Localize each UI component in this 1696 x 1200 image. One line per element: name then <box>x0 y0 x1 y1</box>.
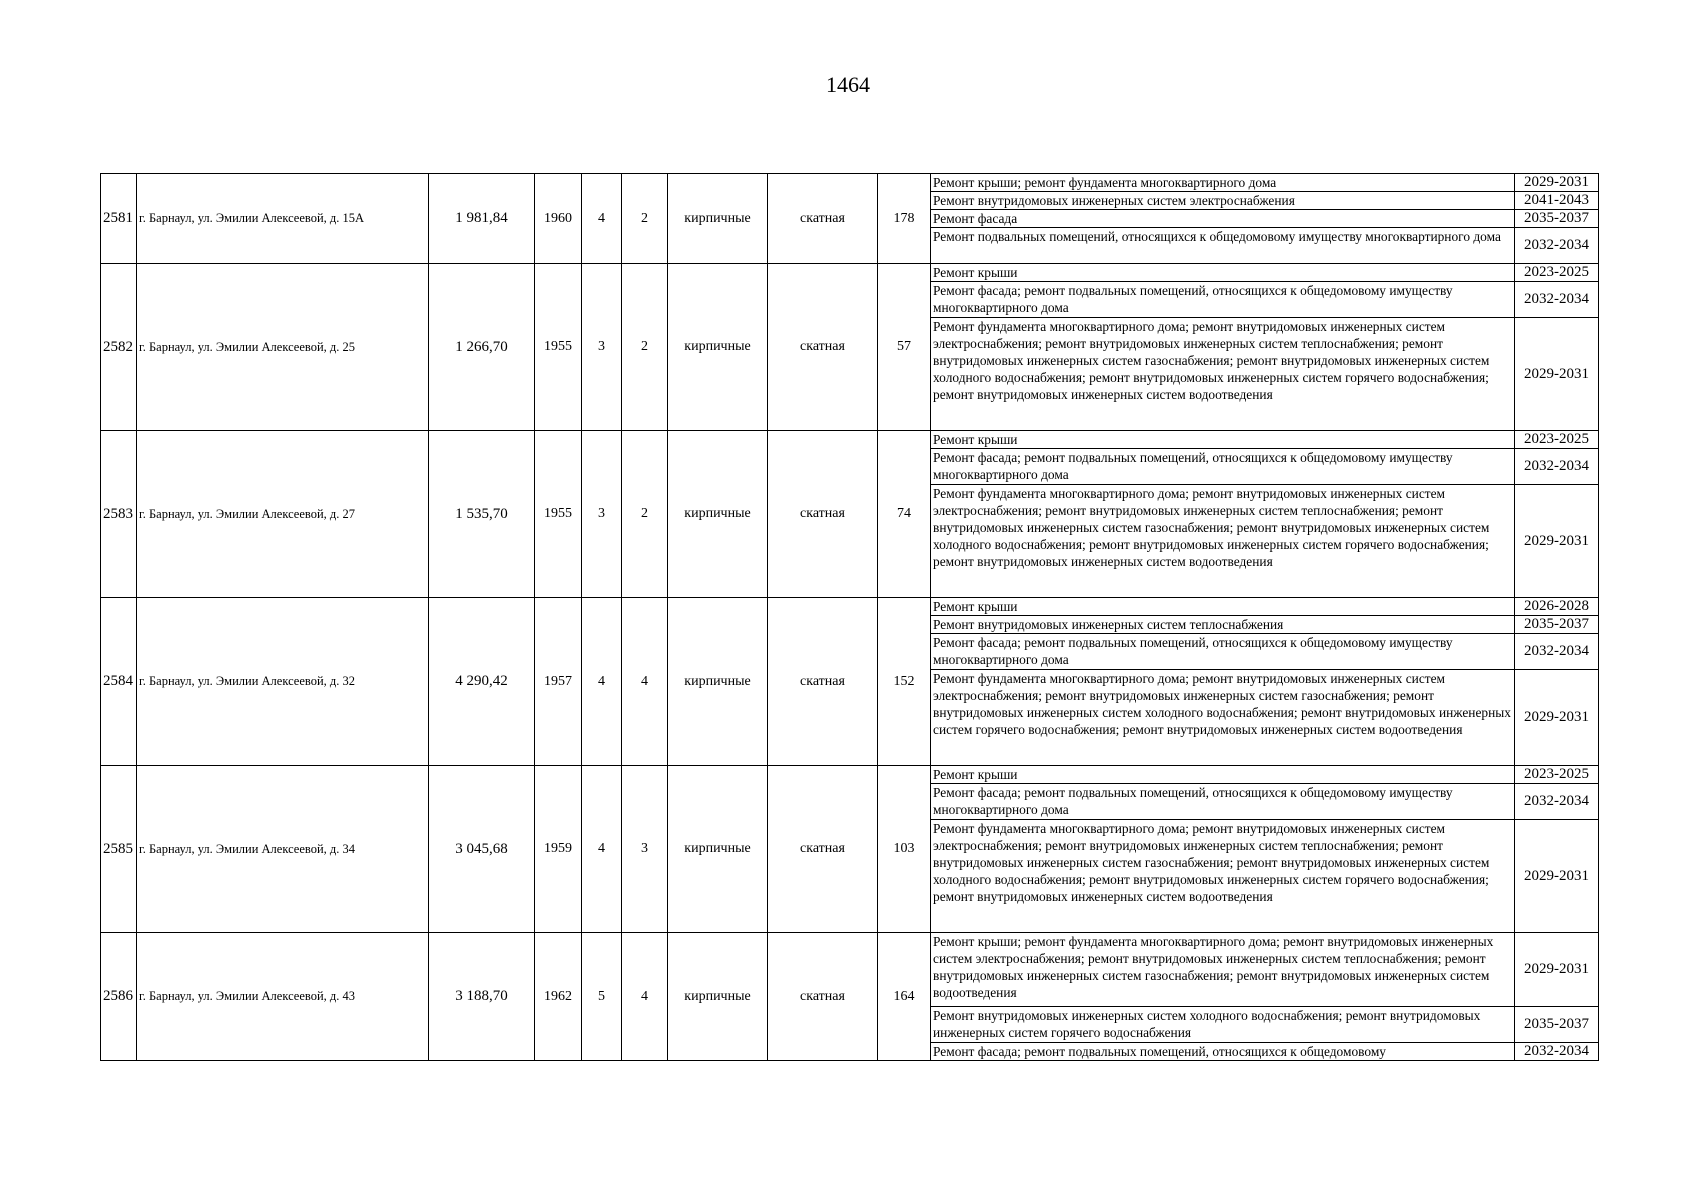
address: г. Барнаул, ул. Эмилии Алексеевой, д. 27 <box>137 431 429 598</box>
work-period: 2029-2031 <box>1515 820 1599 933</box>
work-period: 2032-2034 <box>1515 449 1599 485</box>
residents: 103 <box>878 766 931 933</box>
work-period: 2032-2034 <box>1515 228 1599 264</box>
work-description: Ремонт фасада; ремонт подвальных помещений, относящихся к общедомовому имуществу многоквартирного дома <box>931 784 1515 820</box>
work-description: Ремонт фасада; ремонт подвальных помещений, относящихся к общедомовому имуществу многоквартирного дома <box>931 449 1515 485</box>
floors: 4 <box>582 174 622 264</box>
roof-type: скатная <box>768 933 878 1061</box>
area: 4 290,42 <box>429 598 535 766</box>
wall-material: кирпичные <box>668 264 768 431</box>
entrances: 2 <box>622 431 668 598</box>
work-period: 2035-2037 <box>1515 616 1599 634</box>
entrances: 4 <box>622 598 668 766</box>
year: 1955 <box>535 264 582 431</box>
work-period: 2035-2037 <box>1515 1007 1599 1043</box>
area: 1 981,84 <box>429 174 535 264</box>
row-number: 2583 <box>101 431 137 598</box>
work-description: Ремонт крыши <box>931 766 1515 784</box>
table-row <box>101 933 1599 1007</box>
entrances: 4 <box>622 933 668 1061</box>
address: г. Барнаул, ул. Эмилии Алексеевой, д. 43 <box>137 933 429 1061</box>
entrances: 3 <box>622 766 668 933</box>
area: 3 188,70 <box>429 933 535 1061</box>
wall-material: кирпичные <box>668 174 768 264</box>
wall-material: кирпичные <box>668 933 768 1061</box>
work-period: 2023-2025 <box>1515 264 1599 282</box>
row-number: 2584 <box>101 598 137 766</box>
work-period: 2032-2034 <box>1515 1043 1599 1061</box>
residents: 178 <box>878 174 931 264</box>
work-description: Ремонт крыши; ремонт фундамента многоквартирного дома <box>931 174 1515 192</box>
page-number: 1464 <box>826 72 870 97</box>
year: 1959 <box>535 766 582 933</box>
table-row <box>101 264 1599 282</box>
address: г. Барнаул, ул. Эмилии Алексеевой, д. 15А <box>137 174 429 264</box>
floors: 4 <box>582 766 622 933</box>
work-description: Ремонт фундамента многоквартирного дома; ремонт внутридомовых инженерных систем электроснабжения; ремонт внутридомовых инженерных систем газоснабжения; ремонт внутридомовых инженерных систем холодного водоснабжения; ремонт внутридомовых инженерных систем горячего водоснабжения; ремонт внутридомовых инженерных систем водоотведения <box>931 670 1515 766</box>
work-description: Ремонт крыши <box>931 264 1515 282</box>
work-period: 2026-2028 <box>1515 598 1599 616</box>
work-description: Ремонт крыши; ремонт фундамента многоквартирного дома; ремонт внутридомовых инженерных систем электроснабжения; ремонт внутридомовых инженерных систем теплоснабжения; ремонт внутридомовых инженерных систем газоснабжения; ремонт внутридомовых инженерных систем водоотведения <box>931 933 1515 1007</box>
wall-material: кирпичные <box>668 766 768 933</box>
work-period: 2032-2034 <box>1515 282 1599 318</box>
residents: 164 <box>878 933 931 1061</box>
work-description: Ремонт крыши <box>931 598 1515 616</box>
work-description: Ремонт фундамента многоквартирного дома; ремонт внутридомовых инженерных систем электроснабжения; ремонт внутридомовых инженерных систем теплоснабжения; ремонт внутридомовых инженерных систем газоснабжения; ремонт внутридомовых инженерных систем холодного водоснабжения; ремонт внутридомовых инженерных систем горячего водоснабжения; ремонт внутридомовых инженерных систем водоотведения <box>931 318 1515 431</box>
work-description: Ремонт фасада; ремонт подвальных помещений, относящихся к общедомовому имуществу многоквартирного дома <box>931 282 1515 318</box>
address: г. Барнаул, ул. Эмилии Алексеевой, д. 32 <box>137 598 429 766</box>
work-description: Ремонт подвальных помещений, относящихся к общедомовому имуществу многоквартирного дома <box>931 228 1515 264</box>
area: 1 535,70 <box>429 431 535 598</box>
roof-type: скатная <box>768 431 878 598</box>
work-period: 2029-2031 <box>1515 485 1599 598</box>
floors: 3 <box>582 264 622 431</box>
row-number: 2586 <box>101 933 137 1061</box>
work-description: Ремонт внутридомовых инженерных систем теплоснабжения <box>931 616 1515 634</box>
work-description: Ремонт фасада; ремонт подвальных помещений, относящихся к общедомовому имуществу многоквартирного дома <box>931 634 1515 670</box>
roof-type: скатная <box>768 174 878 264</box>
work-period: 2029-2031 <box>1515 933 1599 1007</box>
address: г. Барнаул, ул. Эмилии Алексеевой, д. 25 <box>137 264 429 431</box>
work-period: 2029-2031 <box>1515 318 1599 431</box>
work-description: Ремонт фундамента многоквартирного дома; ремонт внутридомовых инженерных систем электроснабжения; ремонт внутридомовых инженерных систем теплоснабжения; ремонт внутридомовых инженерных систем газоснабжения; ремонт внутридомовых инженерных систем холодного водоснабжения; ремонт внутридомовых инженерных систем горячего водоснабжения; ремонт внутридомовых инженерных систем водоотведения <box>931 485 1515 598</box>
work-period: 2032-2034 <box>1515 784 1599 820</box>
roof-type: скатная <box>768 264 878 431</box>
year: 1957 <box>535 598 582 766</box>
entrances: 2 <box>622 174 668 264</box>
table-row <box>101 766 1599 784</box>
work-period: 2023-2025 <box>1515 766 1599 784</box>
year: 1962 <box>535 933 582 1061</box>
floors: 4 <box>582 598 622 766</box>
row-number: 2585 <box>101 766 137 933</box>
work-period: 2032-2034 <box>1515 634 1599 670</box>
work-description: Ремонт фасада; ремонт подвальных помещений, относящихся к общедомовому <box>931 1043 1515 1061</box>
address: г. Барнаул, ул. Эмилии Алексеевой, д. 34 <box>137 766 429 933</box>
table-row <box>101 174 1599 192</box>
table-body <box>101 174 1599 1061</box>
work-period: 2029-2031 <box>1515 174 1599 192</box>
year: 1955 <box>535 431 582 598</box>
roof-type: скатная <box>768 766 878 933</box>
work-period: 2041-2043 <box>1515 192 1599 210</box>
area: 3 045,68 <box>429 766 535 933</box>
work-period: 2029-2031 <box>1515 670 1599 766</box>
work-description: Ремонт внутридомовых инженерных систем электроснабжения <box>931 192 1515 210</box>
work-description: Ремонт фасада <box>931 210 1515 228</box>
wall-material: кирпичные <box>668 598 768 766</box>
table-row <box>101 431 1599 449</box>
table-row <box>101 598 1599 616</box>
floors: 5 <box>582 933 622 1061</box>
work-description: Ремонт внутридомовых инженерных систем холодного водоснабжения; ремонт внутридомовых инженерных систем горячего водоснабжения <box>931 1007 1515 1043</box>
work-description: Ремонт крыши <box>931 431 1515 449</box>
housing-repair-table <box>100 173 1599 1061</box>
work-period: 2035-2037 <box>1515 210 1599 228</box>
roof-type: скатная <box>768 598 878 766</box>
work-description: Ремонт фундамента многоквартирного дома; ремонт внутридомовых инженерных систем электроснабжения; ремонт внутридомовых инженерных систем теплоснабжения; ремонт внутридомовых инженерных систем газоснабжения; ремонт внутридомовых инженерных систем холодного водоснабжения; ремонт внутридомовых инженерных систем горячего водоснабжения; ремонт внутридомовых инженерных систем водоотведения <box>931 820 1515 933</box>
residents: 57 <box>878 264 931 431</box>
year: 1960 <box>535 174 582 264</box>
residents: 74 <box>878 431 931 598</box>
floors: 3 <box>582 431 622 598</box>
row-number: 2582 <box>101 264 137 431</box>
residents: 152 <box>878 598 931 766</box>
work-period: 2023-2025 <box>1515 431 1599 449</box>
area: 1 266,70 <box>429 264 535 431</box>
row-number: 2581 <box>101 174 137 264</box>
entrances: 2 <box>622 264 668 431</box>
wall-material: кирпичные <box>668 431 768 598</box>
